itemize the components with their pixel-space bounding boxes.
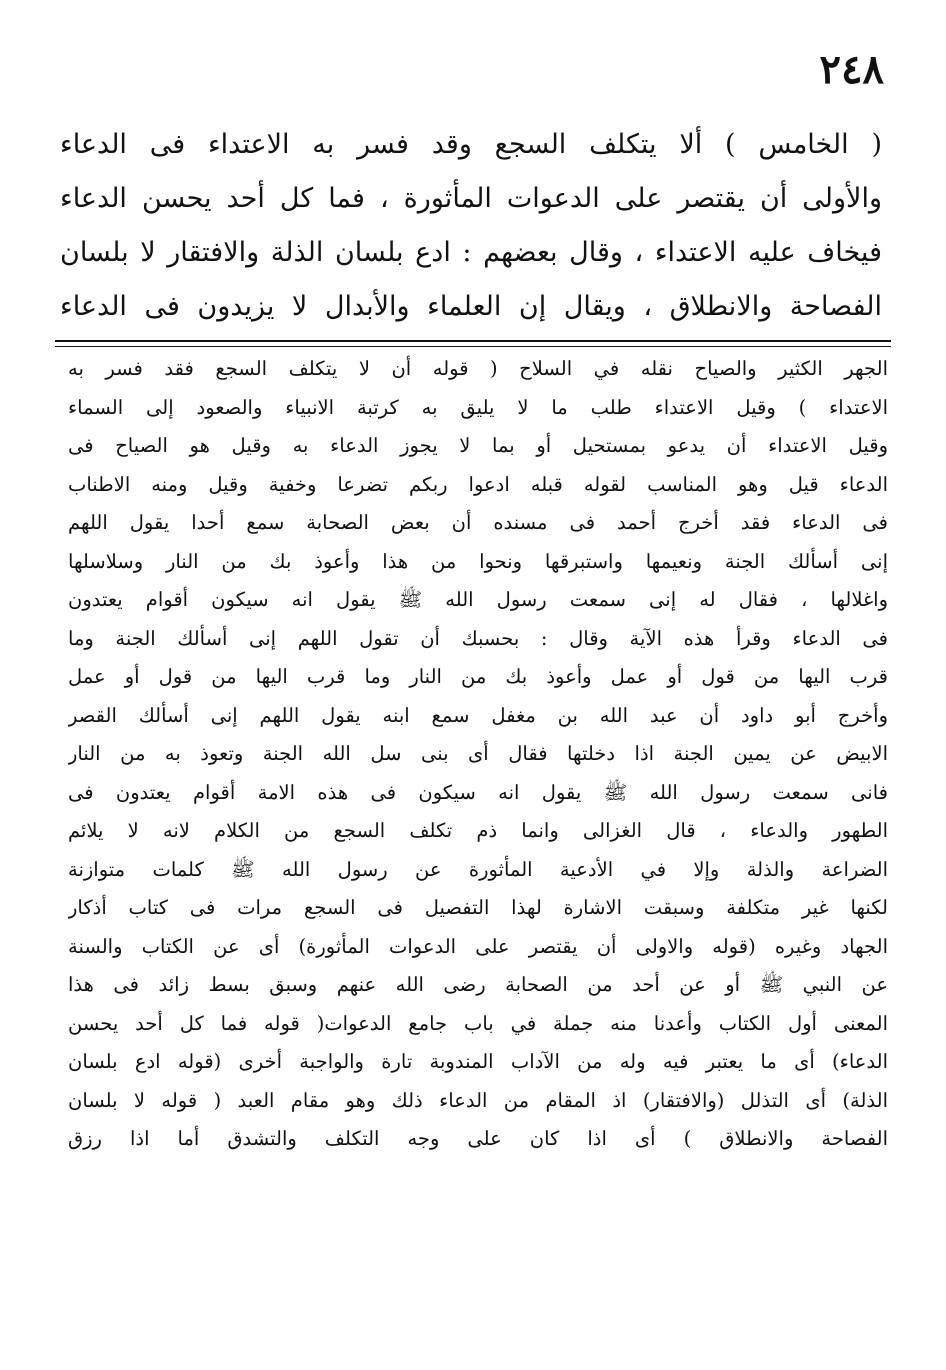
commentary-line: الدعاء) أى ما يعتبر فيه وله من الآداب المندوبة تارة والواجبة أخرى (قوله ادع بلسان — [68, 1050, 888, 1073]
page-number: ٢٤٨ — [819, 46, 884, 93]
main-text-line: ( الخامس ) ألا يتكلف السجع وقد فسر به الاعتداء فى الدعاء — [60, 129, 882, 160]
commentary-line: لكنها غير متكلفة وسبقت الاشارة لهذا التفصيل فى السجع مرات فى كتاب أذكار — [68, 896, 888, 919]
commentary-block — [68, 350, 888, 1159]
commentary-line: الدعاء قيل وهو المناسب لقوله قبله ادعوا ربكم تضرعا وخفية وقيل ومنه الاطناب — [68, 472, 888, 496]
commentary-line: الذلة) أى التذلل (والافتقار) اذ المقام من الدعاء ذلك وهو مقام العبد ( قوله لا بلسان — [68, 1088, 888, 1112]
commentary-line: الابيض عن يمين الجنة اذا دخلتها فقال أى بنى سل الله الجنة وتعوذ به من النار — [68, 742, 888, 765]
section-divider — [55, 340, 891, 342]
commentary-line: الضراعة والذلة وإلا في الأدعية المأثورة عن رسول الله ﷺ كلمات متوازنة — [68, 857, 888, 881]
commentary-line: واغلالها ، فقال له إنى سمعت رسول الله ﷺ يقول انه سيكون أقوام يعتدون — [68, 588, 888, 611]
section-divider — [55, 346, 891, 347]
commentary-line: الفصاحة والانطلاق ) أى اذا كان على وجه التكلف والتشدق أما اذا رزق — [68, 1127, 888, 1150]
commentary-line: المعنى أول الكتاب وأعدنا منه جملة في باب جامع الدعوات( قوله فما كل أحد يحسن — [68, 1011, 888, 1035]
commentary-line: عن النبي ﷺ أو عن أحد من الصحابة رضى الله عنهم وسبق بسط زائد فى هذا — [68, 973, 888, 996]
commentary-line: فى الدعاء فقد أخرج أحمد فى مسنده أن بعض الصحابة سمع أحدا يقول اللهم — [68, 511, 888, 534]
commentary-line: قرب اليها من قول أو عمل وأعوذ بك من النار وما قرب اليها من قول أو عمل — [68, 665, 888, 688]
commentary-line: الجهر الكثير والصياح نقله في السلاح ( قوله أن لا يتكلف السجع فقد فسر به — [68, 357, 888, 380]
main-text-block — [60, 118, 882, 334]
commentary-line: فى الدعاء وقرأ هذه الآية وقال : بحسبك أن تقول اللهم إنى أسألك الجنة وما — [68, 626, 888, 650]
main-text-line: والأولى أن يقتصر على الدعوات المأثورة ، فما كل أحد يحسن الدعاء — [60, 183, 882, 214]
commentary-line: الطهور والدعاء ، قال الغزالى وانما ذم تكلف السجع من الكلام لانه لا يلائم — [68, 819, 888, 842]
commentary-line: وقيل الاعتداء أن يدعو بمستحيل أو بما لا يجوز الدعاء به وقيل هو الصياح فى — [68, 434, 888, 457]
commentary-line: وأخرج أبو داود أن عبد الله بن مغفل سمع ابنه يقول اللهم إنى أسألك القصر — [68, 703, 888, 727]
main-text-line: الفصاحة والانطلاق ، ويقال إن العلماء والأبدال لا يزيدون فى الدعاء — [60, 291, 882, 322]
commentary-line: فانى سمعت رسول الله ﷺ يقول انه سيكون فى هذه الامة أقوام يعتدون فى — [68, 780, 888, 804]
commentary-line: الاعتداء ) وقيل الاعتداء طلب ما لا يليق به كرتبة الانبياء والصعود إلى السماء — [68, 395, 888, 419]
main-text-line: فيخاف عليه الاعتداء ، وقال بعضهم : ادع بلسان الذلة والافتقار لا بلسان — [60, 237, 882, 268]
commentary-line: الجهاد وغيره (قوله والاولى أن يقتصر على الدعوات المأثورة) أى عن الكتاب والسنة — [68, 934, 888, 958]
commentary-line: إنى أسألك الجنة ونعيمها واستبرقها ونحوا من هذا وأعوذ بك من النار وسلاسلها — [68, 549, 888, 573]
